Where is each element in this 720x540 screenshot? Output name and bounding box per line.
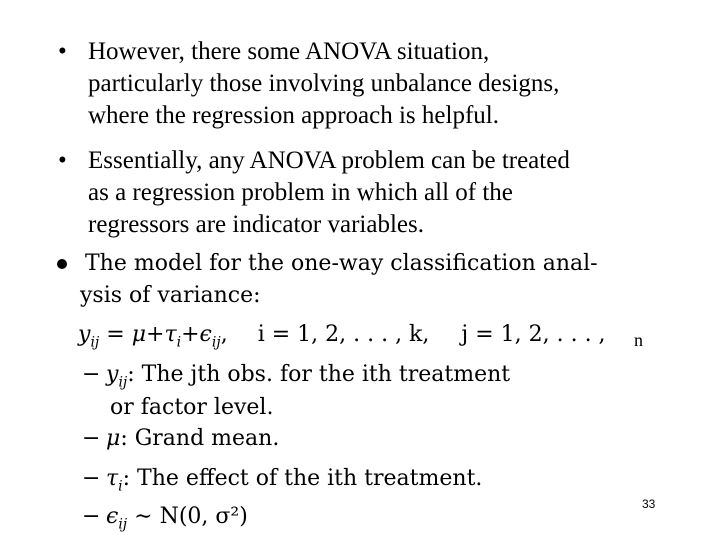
def-y-cont: or factor level. (110, 395, 274, 420)
def-mu-text: : Grand mean. (120, 426, 280, 451)
bullet-1-line-2 (58, 68, 678, 100)
def-eps-text: ∼ N(0, σ²) (127, 504, 248, 529)
formula-y-sub: ij (90, 334, 100, 351)
formula-mu: μ (131, 322, 146, 347)
model-text-2: ysis of variance: (80, 283, 261, 308)
page-number: 33 (642, 497, 656, 511)
dash: − (82, 362, 101, 387)
def-eps-symbol: ϵ (106, 504, 119, 529)
formula-y: y (78, 322, 91, 347)
model-line-2 (55, 280, 635, 312)
def-eps (82, 504, 248, 532)
bullet-2 (58, 145, 678, 241)
model-bullet (55, 248, 635, 312)
bullet-1-line-3 (58, 100, 678, 132)
bullet-1-text-1: However, there some ANOVA situation, (88, 38, 490, 65)
formula-eps-sub: ij (211, 334, 221, 351)
def-y-text: : The jth obs. for the ith treatment (127, 362, 511, 387)
bullet-2-text-3: regressors are indicator variables. (88, 211, 424, 238)
model-line-1 (55, 248, 635, 280)
dash: − (82, 466, 101, 491)
def-mu-symbol: μ (106, 426, 121, 451)
bullet-2-text-1: Essentially, any ANOVA problem can be treated (88, 147, 570, 174)
formula-i-range: i = 1, 2, . . . , k, (257, 322, 430, 347)
def-eps-sub: ij (118, 516, 128, 533)
def-mu (82, 426, 279, 451)
bullet-2-line-2 (58, 177, 678, 209)
bullet-1 (58, 36, 678, 132)
dash: − (82, 426, 101, 451)
model-text-1: The model for the one-way classification anal- (85, 251, 598, 276)
def-y-sub: ij (118, 374, 128, 391)
bullet-1-text-3: where the regression approach is helpful. (88, 102, 499, 129)
bullet-1-line-1 (58, 36, 678, 68)
formula-eps: ϵ (199, 322, 212, 347)
def-tau-sub: i (118, 478, 123, 495)
bullet-dot: • (58, 147, 67, 174)
bullet-2-line-3 (58, 209, 678, 241)
def-tau (82, 466, 482, 494)
def-tau-text: : The effect of the ith treatment. (122, 466, 483, 491)
bullet-dot (57, 259, 67, 269)
formula-plus-1: + (146, 322, 165, 347)
formula-eq: = (99, 322, 132, 347)
formula-j-range: j = 1, 2, . . . , (461, 322, 606, 347)
formula-n: n (634, 330, 643, 350)
model-formula (78, 322, 606, 350)
bullet-2-text-2: as a regression problem in which all of the (88, 179, 513, 206)
formula-tau: τ (164, 322, 177, 347)
formula-plus-2: + (181, 322, 200, 347)
bullet-1-text-2: particularly those involving unbalance designs, (88, 70, 560, 97)
formula-tau-sub: i (176, 334, 182, 351)
formula-comma: , (220, 322, 228, 347)
dash: − (82, 504, 101, 529)
def-y-symbol: y (106, 362, 119, 387)
bullet-2-line-1 (58, 145, 678, 177)
def-tau-symbol: τ (106, 466, 119, 491)
def-y (82, 362, 510, 390)
bullet-dot: • (58, 38, 67, 65)
